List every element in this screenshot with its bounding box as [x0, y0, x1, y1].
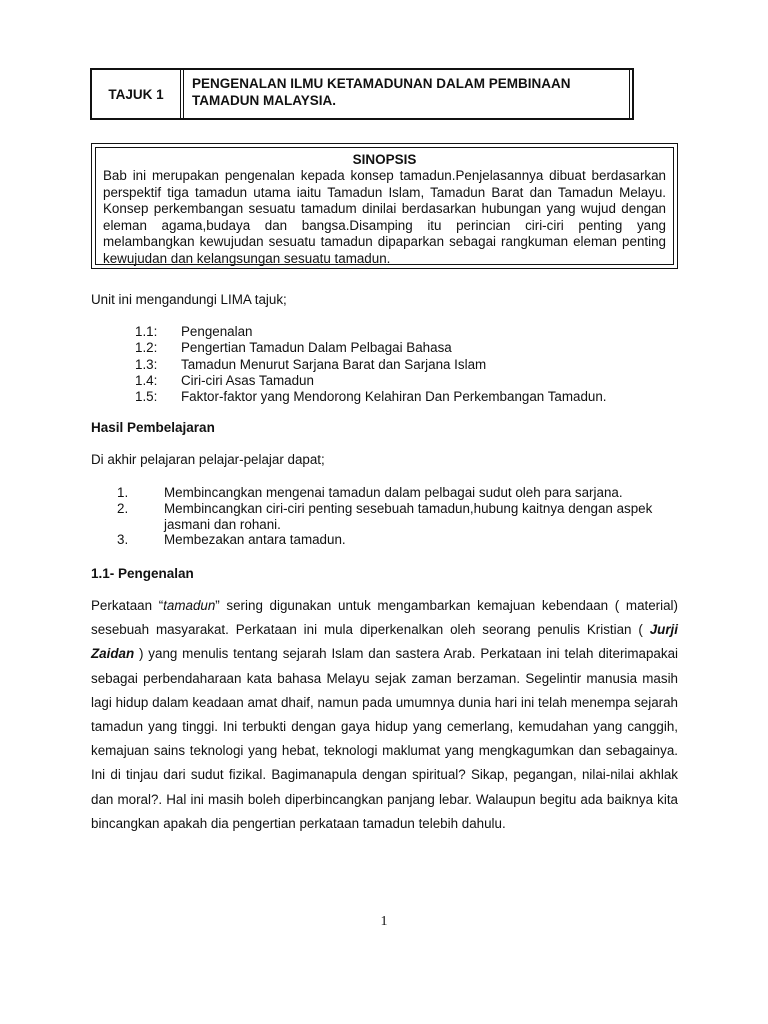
sinopsis-body: Bab ini merupakan pengenalan kepada konsep tamadun.Penjelasannya dibuat berdasarkan perspektif tiga tamadun utama iaitu Tamadun Islam, Tamadun Barat dan Tamadun Melayu. Konsep perkembangan sesuatu tamadum dinilai berdasarkan hubungan yang wujud dengan eleman agama,budaya dan bangsa.Disamping itu perincian ciri-ciri penting yang melambangkan kewujudan sesuatu tamadun dipaparkan sebagai rangkuman eleman penting kewujudan dan kelangsungan sesuatu tamadun. [103, 168, 666, 266]
sinopsis-box [91, 143, 678, 269]
page-number: 1 [380, 914, 388, 929]
topic-text: Pengenalan [181, 324, 253, 339]
topic-text: Pengertian Tamadun Dalam Pelbagai Bahasa [181, 340, 452, 356]
topic-text: Faktor-faktor yang Mendorong Kelahiran Dan Perkembangan Tamadun. [181, 389, 607, 405]
topic-text: Ciri-ciri Asas Tamadun [181, 372, 314, 388]
outcome-number: 2. [117, 500, 129, 516]
chapter-title-line2: TAMADUN MALAYSIA. [192, 93, 336, 108]
section-heading: 1.1- Pengenalan [91, 566, 194, 581]
topic-item [135, 324, 607, 340]
outcome-number: 1. [117, 485, 129, 500]
chapter-title [184, 70, 630, 118]
chapter-title-line1: PENGENALAN ILMU KETAMADUNAN DALAM PEMBINAAN [192, 76, 571, 91]
paragraph-text: ) yang menulis tentang sejarah Islam dan sastera Arab. Perkataan ini telah diterimapakai sebagai perbendaharaan kata bahasa Melayu sejak zaman berzaman. Segelintir manusia masih lagi hidup dalam keadaan amat dhaif, namun pada umumnya dunia hari ini telah menempa sejarah tamadun yang tinggi. Ini terbukti dengan gaya hidup yang cemerlang, kemudahan yang canggih, kemajuan sains teknologi yang hebat, teknologi maklumat yang mengkagumkan dan sebagainya. Ini di tinjau dari sudut fizikal. Bagimanapula dengan spiritual? Sikap, pegangan, nilai-nilai akhlak dan moral?. Hal ini masih boleh diperbincangkan panjang lebar. Walaupun begitu ada baiknya kita bincangkan apakah dia pengertian perkataan tamadun telebih dahulu. [91, 646, 678, 831]
outcome-item [117, 501, 677, 533]
sinopsis-inner-frame [95, 147, 674, 265]
hasil-intro: Di akhir pelajaran pelajar-pelajar dapat; [91, 452, 325, 467]
topic-item [135, 373, 607, 389]
topic-list [135, 324, 607, 405]
hasil-heading: Hasil Pembelajaran [91, 420, 215, 435]
paragraph-term: tamadun [163, 598, 216, 613]
paragraph-text: ” sering digunakan untuk mengambarkan kemajuan kebendaan ( material) sesebuah masyarakat. Perkataan ini mula diperkenalkan oleh seorang penulis Kristian ( [91, 598, 678, 638]
tajuk-label: TAJUK 1 [92, 70, 181, 118]
outcome-text: Membincangkan mengenai tamadun dalam pelbagai sudut oleh para sarjana. [164, 485, 623, 500]
topic-number: 1.3: [135, 356, 158, 372]
paragraph-author: Jurji Zaidan [91, 622, 678, 662]
topic-number: 1.5: [135, 389, 158, 405]
outcome-number: 3. [117, 532, 129, 548]
topic-item [135, 357, 607, 373]
outcome-item [117, 485, 677, 501]
paragraph-text: Perkataan “ [91, 598, 164, 613]
topic-item [135, 340, 607, 356]
title-box [90, 68, 634, 120]
intro-paragraph [91, 594, 678, 836]
outcome-item [117, 532, 677, 548]
topic-number: 1.4: [135, 372, 158, 388]
sinopsis-heading: SINOPSIS [352, 152, 417, 167]
outcome-list [117, 485, 677, 548]
outcome-text: Membezakan antara tamadun. [164, 532, 346, 548]
topic-number: 1.1: [135, 324, 158, 339]
unit-intro: Unit ini mengandungi LIMA tajuk; [91, 292, 287, 307]
topic-text: Tamadun Menurut Sarjana Barat dan Sarjana Islam [181, 356, 487, 372]
topic-item [135, 389, 607, 405]
outcome-text: Membincangkan ciri-ciri penting sesebuah tamadun,hubung kaitnya dengan aspek jasmani dan rohani. [164, 500, 653, 532]
topic-number: 1.2: [135, 340, 158, 356]
